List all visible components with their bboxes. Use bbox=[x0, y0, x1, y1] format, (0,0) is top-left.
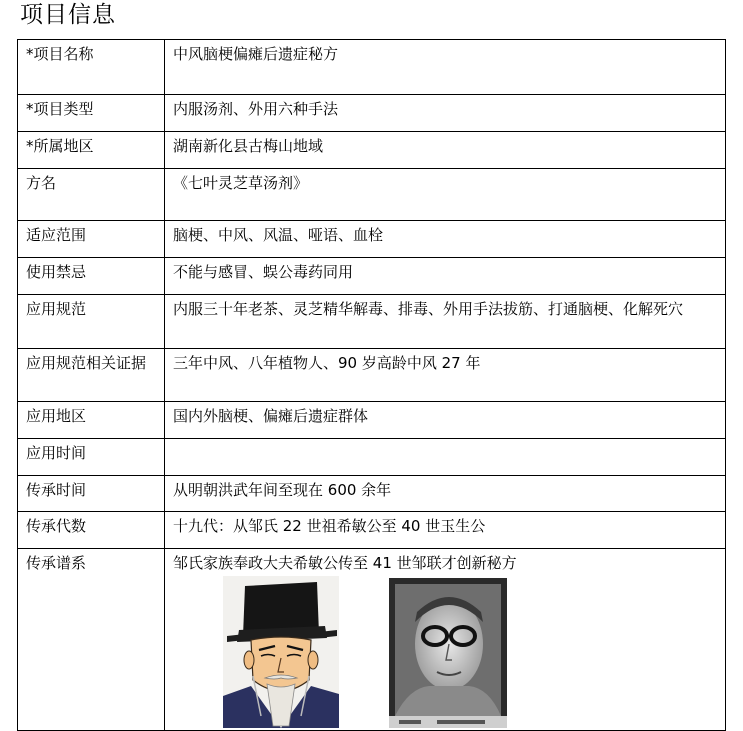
row-label: 使用禁忌 bbox=[18, 258, 165, 295]
table-row bbox=[18, 402, 726, 439]
project-info-table bbox=[17, 39, 726, 731]
row-label: 传承谱系 bbox=[18, 549, 165, 731]
row-label: 适应范围 bbox=[18, 221, 165, 258]
table-row bbox=[18, 95, 726, 132]
row-label: *项目名称 bbox=[18, 40, 165, 95]
table-row bbox=[18, 439, 726, 476]
table-row bbox=[18, 476, 726, 512]
table-row bbox=[18, 549, 726, 731]
table-row bbox=[18, 221, 726, 258]
row-label: 应用时间 bbox=[18, 439, 165, 476]
row-value: 中风脑梗偏瘫后遗症秘方 bbox=[165, 40, 726, 95]
row-label: 传承代数 bbox=[18, 512, 165, 549]
lineage-text: 邹氏家族奉政大夫希敏公传至 41 世邹联才创新秘方 bbox=[173, 554, 517, 572]
row-label: 传承时间 bbox=[18, 476, 165, 512]
ancestor-portrait-image bbox=[223, 576, 339, 728]
row-value: 内服三十年老茶、灵芝精华解毒、排毒、外用手法拔筋、打通脑梗、化解死穴 bbox=[165, 295, 726, 349]
row-label: 方名 bbox=[18, 169, 165, 221]
row-value: 湖南新化县古梅山地域 bbox=[165, 132, 726, 169]
row-value: 十九代：从邹氏 22 世祖希敏公至 40 世玉生公 bbox=[165, 512, 726, 549]
table-row bbox=[18, 295, 726, 349]
row-value: 《七叶灵芝草汤剂》 bbox=[165, 169, 726, 221]
portraits bbox=[173, 576, 717, 728]
row-label: 应用规范相关证据 bbox=[18, 349, 165, 402]
table-row bbox=[18, 169, 726, 221]
row-label: *项目类型 bbox=[18, 95, 165, 132]
row-value: 从明朝洪武年间至现在 600 余年 bbox=[165, 476, 726, 512]
row-label: 应用规范 bbox=[18, 295, 165, 349]
row-value-lineage bbox=[165, 549, 726, 731]
row-label: 应用地区 bbox=[18, 402, 165, 439]
photo-portrait-image bbox=[389, 578, 507, 728]
table-row bbox=[18, 132, 726, 169]
row-value: 国内外脑梗、偏瘫后遗症群体 bbox=[165, 402, 726, 439]
row-label: *所属地区 bbox=[18, 132, 165, 169]
page-title: 项目信息 bbox=[20, 2, 116, 28]
table-row bbox=[18, 512, 726, 549]
table-row bbox=[18, 40, 726, 95]
row-value: 三年中风、八年植物人、90 岁高龄中风 27 年 bbox=[165, 349, 726, 402]
row-value bbox=[165, 439, 726, 476]
row-value: 脑梗、中风、风温、哑语、血栓 bbox=[165, 221, 726, 258]
table-row bbox=[18, 349, 726, 402]
row-value: 内服汤剂、外用六种手法 bbox=[165, 95, 726, 132]
table-row bbox=[18, 258, 726, 295]
row-value: 不能与感冒、蜈公毒药同用 bbox=[165, 258, 726, 295]
